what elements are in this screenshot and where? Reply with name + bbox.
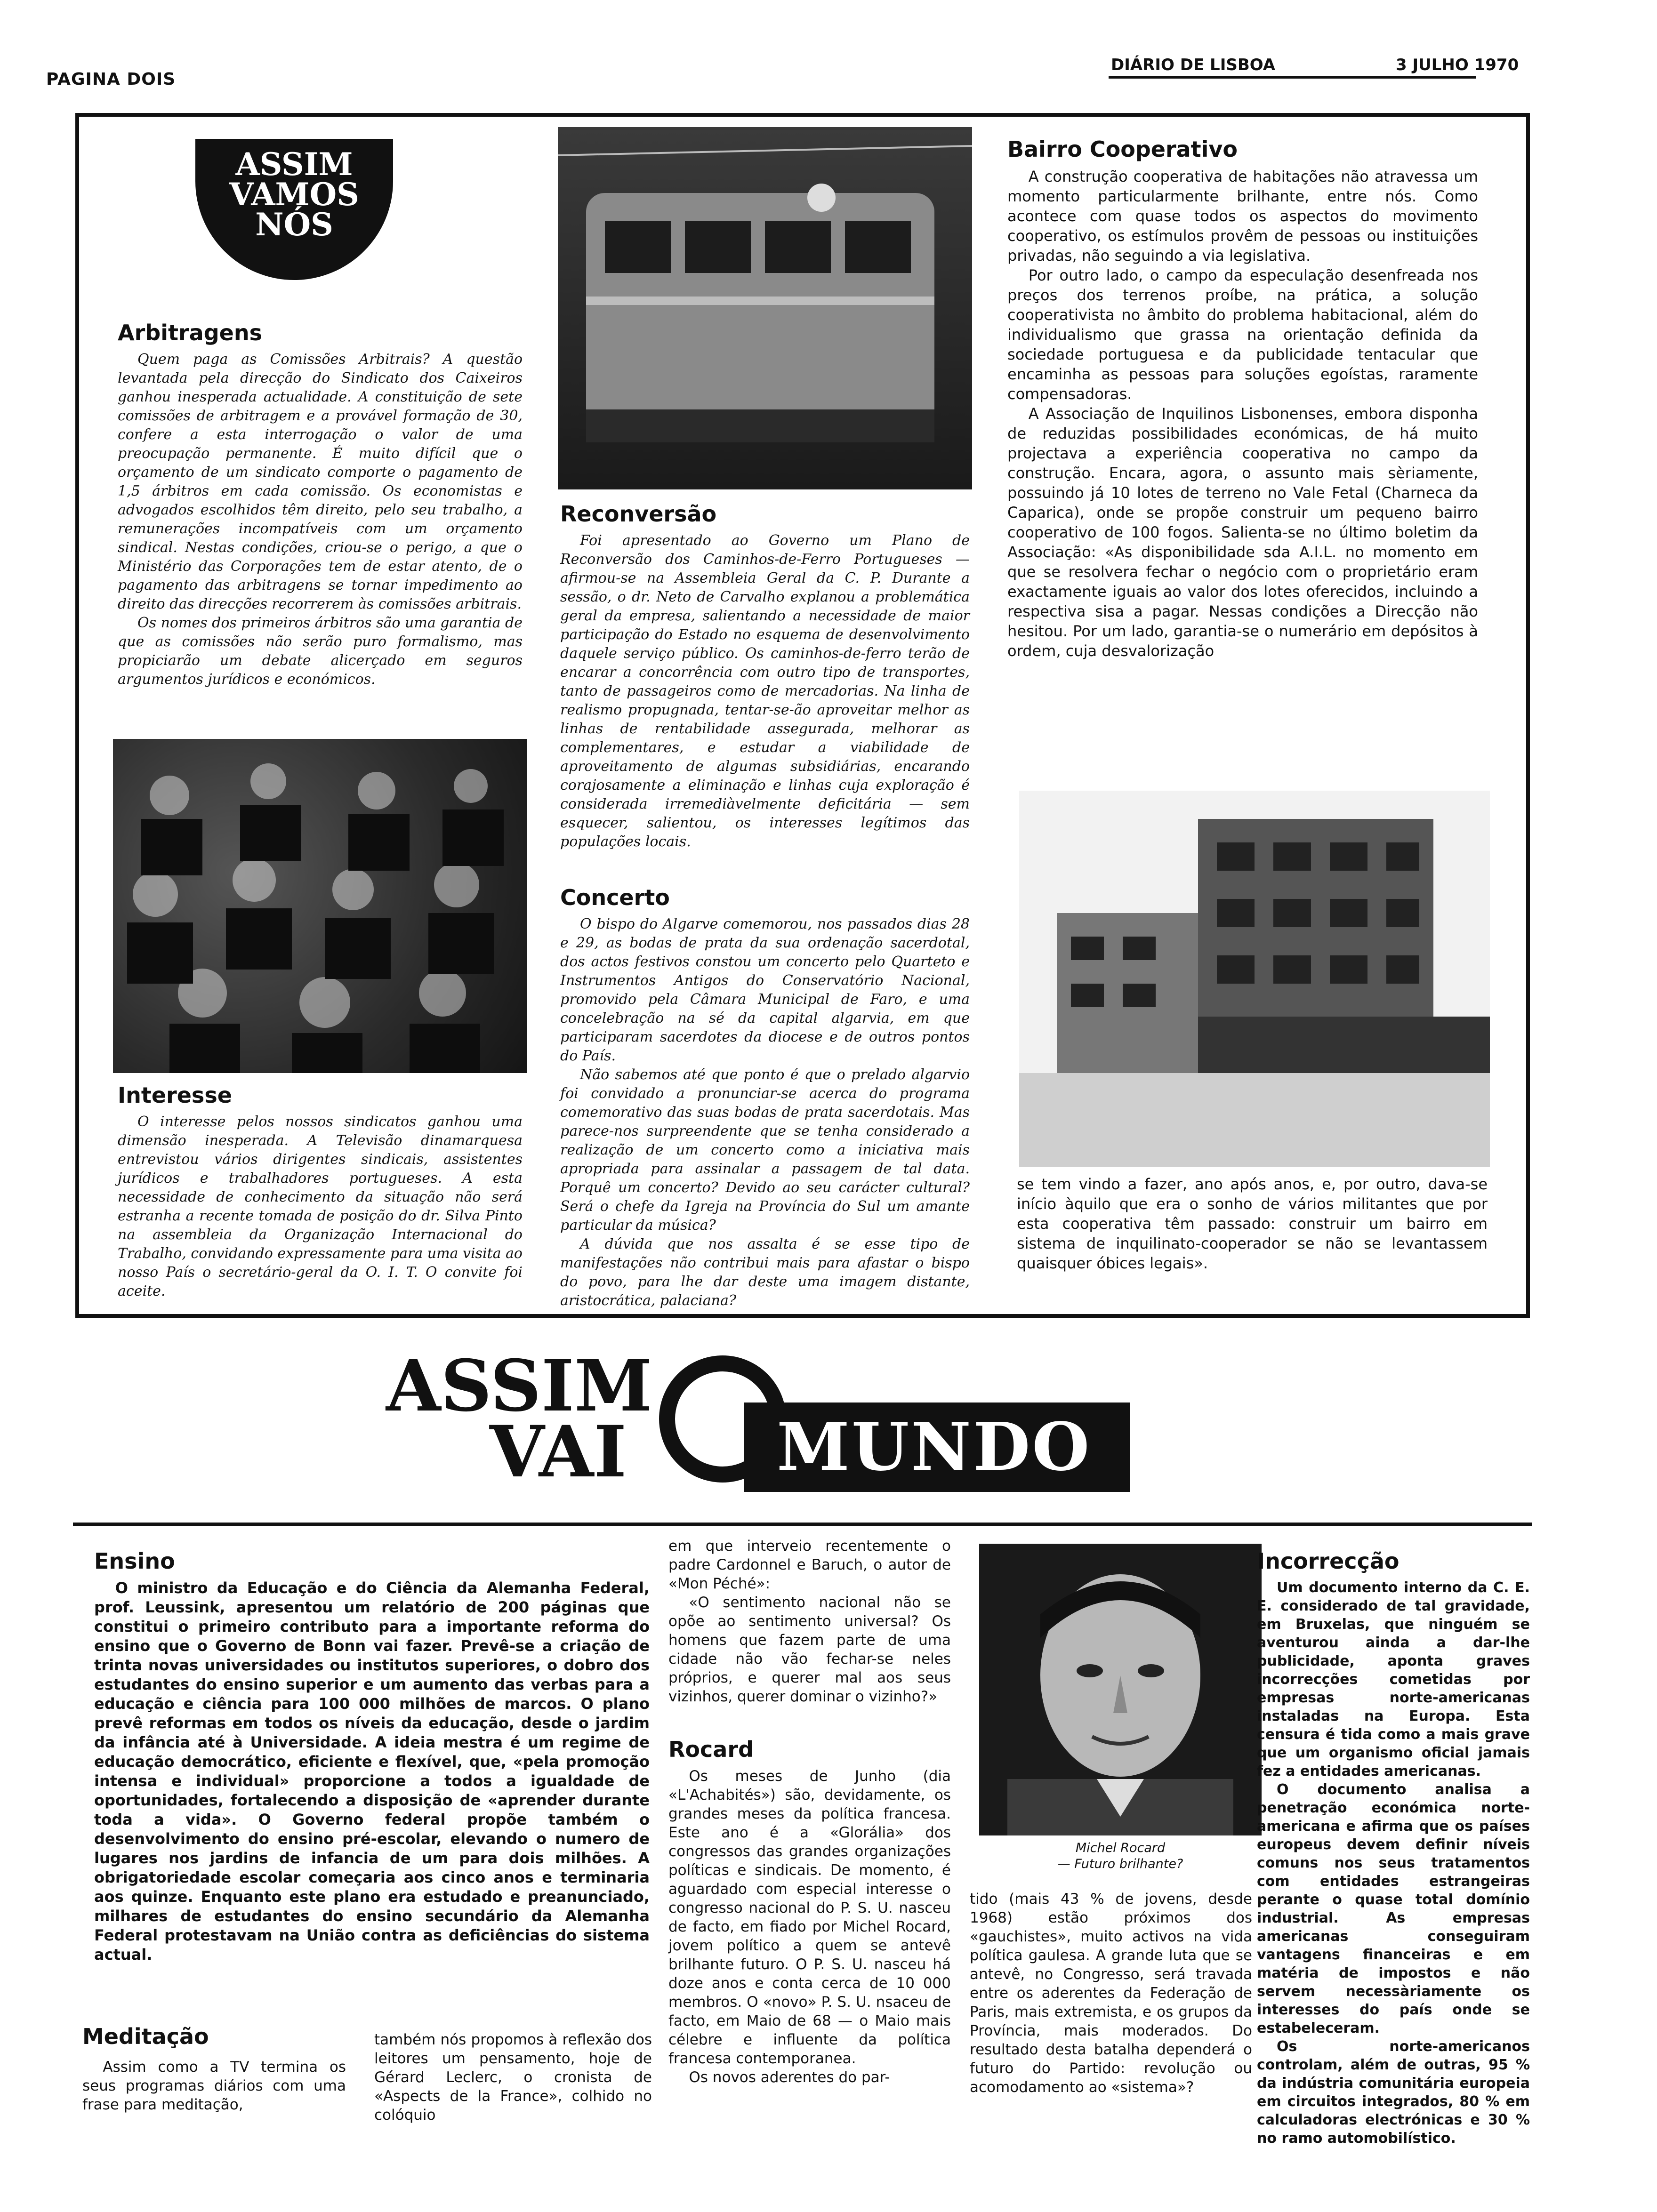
logo-line-1: ASSIM bbox=[235, 146, 353, 183]
article-paragraph: Os novos aderentes do par- bbox=[689, 2069, 890, 2086]
newspaper-name: DIÁRIO DE LISBOA bbox=[1111, 56, 1276, 74]
article-paragraph: A dúvida que nos assalta é se esse tipo de manifestações não contribui mais para afastar o bispo do povo, para lhe dar deste uma imagem distante, aristocrática, palaciana? bbox=[560, 1236, 970, 1309]
caption-name: Michel Rocard bbox=[1075, 1841, 1166, 1855]
article-interesse bbox=[118, 1082, 523, 1301]
portrait-illustration bbox=[979, 1544, 1262, 1835]
article-paragraph: também nós propomos à reflexão dos leitores um pensamento, hoje de Gérard Leclerc, o cronista de «Aspects de la France», colhido no colóquio bbox=[374, 2031, 652, 2124]
caption-subtitle: — Futuro brilhante? bbox=[1057, 1857, 1183, 1871]
article-arbitragens bbox=[118, 320, 523, 689]
article-paragraph: Não sabemos até que ponto é que o prelado algarvio foi convidado a pronunciar-se acerca do programa comemorativo das suas bodas de prata sacerdotais. Mas parece-nos surpreendente que se tenha considerado a realização de um concerto como a iniciativa mais apropriada para assinalar a passagem de tal data. Porquê um concerto? Devido ao seu carácter cultural? Será o chefe da Igreja na Província do Sul um amante particular da música? bbox=[560, 1066, 970, 1234]
article-paragraph: Por outro lado, o campo da especulação desenfreada nos preços dos terrenos proíbe, na prática, a solução cooperativista no âmbito do problema habitacional, além do individualismo que grassa na orientação definida da sociedade portuguesa e da publicidade tentacular que encaminha as pessoas para soluções egoístas, raramente compensadoras. bbox=[1007, 266, 1478, 403]
article-paragraph: em que interveio recentemente o padre Cardonnel e Baruch, o autor de «Mon Péché»: bbox=[668, 1538, 951, 1592]
photo-housing-buildings bbox=[1019, 791, 1490, 1167]
article-title: Rocard bbox=[668, 1737, 754, 1762]
photo-assembly-audience bbox=[113, 739, 527, 1073]
article-rocard-continued bbox=[970, 1890, 1252, 2097]
article-title: Interesse bbox=[118, 1082, 232, 1108]
article-paragraph: Quem paga as Comissões Arbitrais? A questão levantada pela direcção do Sindicato dos Caixeiros ganhou inesperada actualidade. A constituição de sete comissões de arbitragem e a provável formação de 30, confere a esta interrogação o valor de uma preocupação permanente. É muito difícil que o orçamento de um sindicato comporte o pagamento de 1,5 árbitros em cada comissão. Os economistas e advogados escolhidos têm direito, pelo seu trabalho, a remunerações incompatíveis com um orçamento sindical. Nestas condições, criou-se o perigo, a que o Ministério das Corporações tem de estar atento, de o pagamento das arbitragens se tornar impedimento ao direito das direcções recorrerem às comissões arbitrais. bbox=[118, 351, 523, 612]
page-section-label: PAGINA DOIS bbox=[46, 70, 176, 89]
article-paragraph: se tem vindo a fazer, ano após anos, e, por outro, dava-se início àquilo que era o sonho de vários militantes que por esta cooperativa têm passado: construir um bairro em sistema de inquilinato-cooperador se não se levantassem quaisquer óbices legais». bbox=[1017, 1175, 1488, 1272]
article-paragraph: Os norte-americanos controlam, além de outras, 95 % da indústria comunitária europeia em circuitos integrados, 80 % em calculadoras electrónicas e 30 % no ramo automobilístico. bbox=[1257, 2038, 1530, 2147]
article-reconversao bbox=[560, 501, 970, 851]
photo-train bbox=[558, 127, 972, 489]
audience-illustration bbox=[113, 739, 527, 1073]
issue-date: 3 JULHO 1970 bbox=[1396, 56, 1519, 74]
logo-line-2: VAMOS bbox=[229, 176, 359, 213]
article-paragraph: Assim como a TV termina os seus programas diários com uma frase para meditação, bbox=[82, 2059, 346, 2113]
article-bairro-continued bbox=[1017, 1174, 1488, 1273]
article-ensino bbox=[94, 1548, 650, 1964]
article-paragraph: A construção cooperativa de habitações não atravessa um momento particularmente brilhante, entre nós. Como acontece com quase todos os aspectos do movimento cooperativo, os estímulos provêm de pessoas ou instituições privadas, não seguindo a via legislativa. bbox=[1007, 168, 1478, 264]
article-paragraph: Os nomes dos primeiros árbitros são uma garantia de que as comissões não serão puro formalismo, mas propiciarão um debate alicerçado em seguros argumentos jurídicos e económicos. bbox=[118, 615, 523, 688]
article-column-quote bbox=[668, 1537, 951, 1706]
article-paragraph: Um documento interno da C. E. E. considerado de tal gravidade, em Bruxelas, que ninguém se aventurou ainda a dar-lhe publicidade, aponta graves incorrecções cometidas por empresas norte-americanas instaladas na Europa. Esta censura é tida como a mais grave que um organismo oficial jamais fez a entidades americanas. bbox=[1257, 1579, 1530, 1779]
article-concerto bbox=[560, 885, 970, 1310]
assim-vai-mundo-banner bbox=[386, 1345, 1130, 1506]
train-illustration bbox=[558, 127, 972, 489]
article-title: Concerto bbox=[560, 885, 670, 910]
article-incorreccao bbox=[1257, 1548, 1530, 2148]
article-paragraph: «O sentimento nacional não se opõe ao sentimento universal? Os homens que fazem parte de uma cidade não vão fechar-se neles próprios, e querer mal aos seus vizinhos, querer dominar o vizinho?» bbox=[668, 1594, 951, 1705]
logo-line-3: NÓS bbox=[255, 206, 333, 243]
article-title: Bairro Cooperativo bbox=[1007, 136, 1238, 162]
article-meditacao bbox=[82, 2024, 657, 2124]
article-title: Meditação bbox=[82, 2024, 209, 2049]
article-title: Reconversão bbox=[560, 501, 717, 527]
article-title: Incorrecção bbox=[1257, 1548, 1400, 1574]
photo-michel-rocard-portrait bbox=[979, 1544, 1262, 1835]
buildings-illustration bbox=[1019, 791, 1490, 1167]
article-paragraph: O bispo do Algarve comemorou, nos passados dias 28 e 29, as bodas de prata da sua ordenação sacerdotal, dos actos festivos constou um concerto pelo Quarteto e Instrumentos Antigos do Conservatório Nacional, promovido pela Câmara Municipal de Faro, e uma concelebração na sé da capital algarvia, em que participaram sacerdotes da diocese e de outros pontos do País. bbox=[560, 916, 970, 1064]
article-paragraph: Os meses de Junho (dia «L'Achabités») são, devidamente, os grandes meses da política francesa. Este ano é a «Glorália» dos congressos das grandes organizações políticas e sindicais. De momento, é aguardado com especial interesse o congresso nacional do P. S. U. nasceu de facto, em fiado por Michel Rocard, jovem político a quem se antevê brilhante futuro. O P. S. U. nasceu há doze anos e conta cerca de 10 000 membros. O «novo» P. S. U. nsaceu de facto, em Maio de 68 — o Maio mais célebre e influente da política francesa contemporanea. bbox=[668, 1768, 951, 2067]
article-paragraph: O ministro da Educação e do Ciência da Alemanha Federal, prof. Leussink, apresentou um relatório de 200 páginas que constitui o primeiro contributo para a importante reforma do ensino que o Governo de Bonn vai fazer. Prevê-se a criação de trinta novas universidades ou institutos superiores, o dobro dos estudantes do ensino superior e um aumento das verbas para a educação e ciência para 100 000 milhões de marcos. O plano prevê reformas em todos os níveis da educação, desde o jardim da infância até à Universidade. A ideia mestra é um regime de educação democrático, eficiente e flexível, que, «pela promoção intensa e individual» proporcione a todos a igualdade de oportunidades, fortalecendo a disposição de «aprender durante toda a vida». O Governo federal propõe também o desenvolvimento do ensino pré-escolar, elevando o numero de lugares nos jardins de infancia de um para dois milhões. A obrigatoriedade escolar começaria aos cinco anos e terminaria aos quinze. Enquanto este plano era estudado e preanunciado, milhares de estudantes do ensino secundário da Alemanha Federal protestavam na União contra as deficiências do sistema actual. bbox=[94, 1579, 650, 1964]
banner-word-vai: VAI bbox=[490, 1411, 627, 1493]
article-paragraph: tido (mais 43 % de jovens, desde 1968) estão próximos dos «gauchistes», muito activos na vida política gaulesa. A grande luta que se antevê, no Congresso, será travada entre os aderentes da Federação de Paris, mais extremista, e os grupos da Província, mais moderados. Do resultado desta batalha dependerá o futuro do Partido: revolução ou acomodamento ao «sistema»? bbox=[970, 1891, 1252, 2096]
article-paragraph: O interesse pelos nossos sindicatos ganhou uma dimensão inesperada. A Televisão dinamarquesa entrevistou vários dirigentes sindicais, assistentes jurídicos e trabalhadores portugueses. A esta necessidade de conhecimento da situação não será estranha a recente tomada de posição do dr. Silva Pinto na assembleia da Organização Internacional do Trabalho, convidando expressamente para uma visita ao nosso País o secretário-geral da O. I. T. O convite foi aceite. bbox=[118, 1114, 523, 1299]
banner-word-assim: ASSIM bbox=[386, 1345, 652, 1427]
header-rule bbox=[1109, 76, 1476, 79]
article-title: Ensino bbox=[94, 1548, 175, 1574]
article-paragraph: Foi apresentado ao Governo um Plano de Reconversão dos Caminhos-de-Ferro Portugueses — afirmou-se na Assembleia Geral da C. P. Durante a sessão, o dr. Neto de Carvalho explanou a problemática geral da empresa, salientando a necessidade de maior participação do Estado no esquema de desenvolvimento daquele serviço público. Os caminhos-de-ferro terão de encarar a concorrência com outro tipo de transportes, tanto de passageiros como de mercadorias. Na linha de realismo propugnada, tentar-se-ão aproveitar melhor as linhas de rentabilidade assegurada, melhorar as complementares, e estudar a viabilidade de aproveitamento de algumas subsidiárias, encarando corajosamente a eliminação e linhas cuja exploração é considerada irremediàvelmente deficitária — sem esquecer, salientou, os interesses legítimos das populações locais. bbox=[560, 532, 970, 850]
banner-word-mundo: MUNDO bbox=[777, 1409, 1092, 1486]
article-paragraph: A Associação de Inquilinos Lisbonenses, embora disponha de reduzidas possibilidades económicas, de há muito projectava a experiência cooperativa no campo da construção. Encara, agora, o assunto mais sèriamente, possuindo já 10 lotes de terreno no Vale Fetal (Charneca da Caparica), onde se propõe construir um pequeno bairro cooperativo de 100 fogos. Salienta-se no último boletim da Associação: «As disponibilidade sda A.I.L. no momento em que se resolvera fechar o negócio com o proprietário eram exactamente iguais ao valor dos lotes oferecidos, incluindo a respectiva sisa a pagar. Nessas condições a Direcção não hesitou. Por um lado, garantia-se o numerário em depósitos à ordem, cuja desvalorização bbox=[1007, 405, 1478, 660]
article-bairro-cooperativo bbox=[1007, 136, 1478, 661]
photo-caption bbox=[979, 1840, 1262, 1872]
section-divider bbox=[73, 1523, 1532, 1526]
article-paragraph: O documento analisa a penetração económica norte-americana e afirma que os países europeus devem definir níveis comuns nos seus tratamentos com entidades estrangeiras perante o quase total domínio industrial. As empresas americanas conseguiram vantagens financeiras e em matéria de impostos e não servem necessàriamente os interesses do país onde se estabeleceram. bbox=[1257, 1781, 1530, 2036]
article-title: Arbitragens bbox=[118, 320, 262, 345]
article-rocard bbox=[668, 1737, 951, 2087]
